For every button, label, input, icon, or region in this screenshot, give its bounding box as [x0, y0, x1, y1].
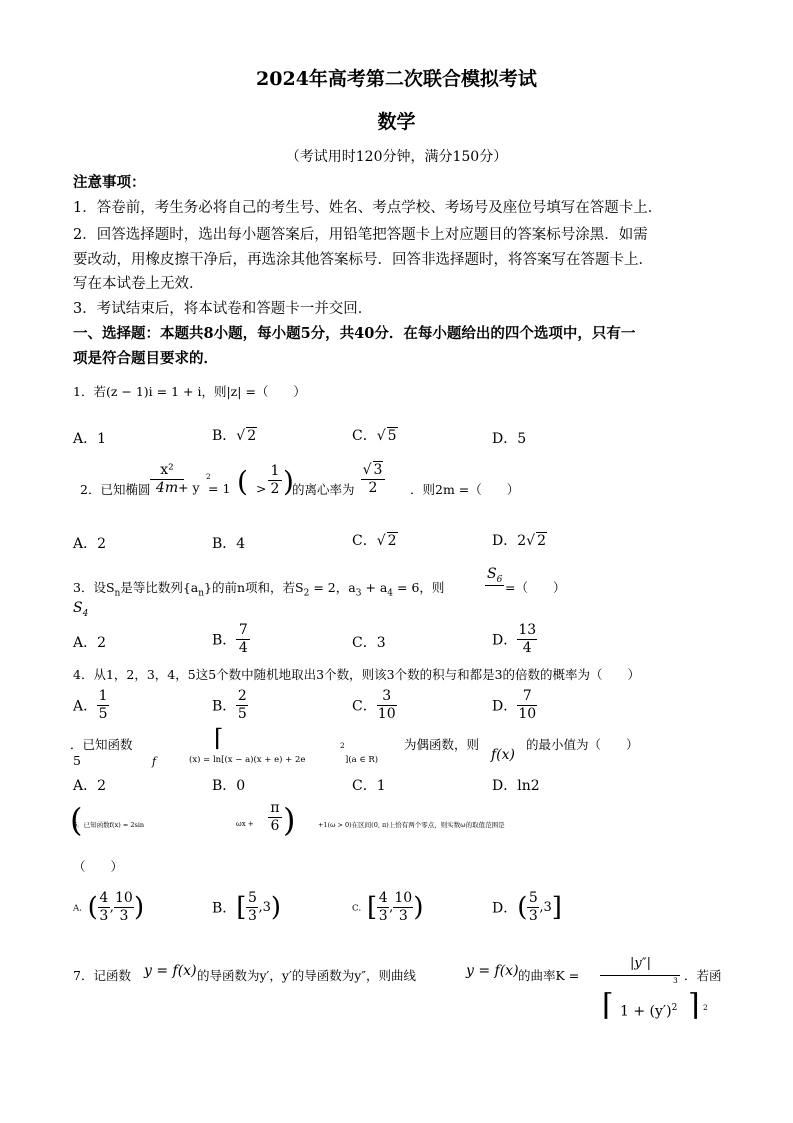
q6-six: 6 — [270, 818, 280, 834]
q3-plus-a: + a — [361, 580, 388, 595]
q2-option-c-radicand: 2 — [387, 533, 397, 549]
q3-sub-n: n — [114, 588, 121, 599]
q5-stem-b: 为偶函数，则 — [404, 737, 480, 752]
q6-c-n1: 4 — [378, 890, 388, 906]
q3-stem — [73, 578, 444, 599]
q4-option-d-label: D． — [492, 698, 518, 715]
q3-frac-num — [485, 566, 504, 586]
q7-bracket-right: ⌉ — [688, 988, 700, 1023]
q6-c-n2: 10 — [394, 890, 413, 906]
q3-option-d-num: 13 — [518, 622, 537, 638]
q6-option-a-paren-right: ) — [133, 892, 145, 923]
q3-seq-close: } — [204, 580, 212, 595]
notice-item-1: 1．答卷前，考生务必将自己的考生号、姓名、考点学校、考场号及座位号填写在答题卡上． — [73, 200, 663, 216]
q6-pi: π — [270, 800, 280, 816]
q6-option-c-comma: , — [389, 900, 394, 915]
q2-option-b: B．4 — [212, 536, 246, 552]
q6-b-n1: 5 — [247, 890, 257, 906]
q7-stem-c: 的曲率K = — [518, 968, 580, 983]
notice-item-2a: 2．回答选择题时，选出每小题答案后，用铅笔把答题卡上对应题目的答案标号涂黑．如需 — [73, 227, 648, 243]
q1-option-c-label: C． — [352, 428, 377, 444]
q2-option-d — [492, 530, 547, 550]
section-1-line-2: 项是符合题目要求的． — [73, 350, 218, 367]
q7-bracket-left: ⌈ — [602, 988, 614, 1023]
q2-eq1: = 1 — [208, 481, 231, 496]
q7-three: 3 — [673, 976, 678, 985]
q6-option-a-paren-left: ( — [87, 892, 98, 923]
sqrt-icon: √ 2 — [376, 533, 397, 549]
q2-option-d-radicand: 2 — [537, 533, 546, 549]
q2-option-d-label: D．2 — [492, 533, 527, 549]
q4-option-c — [352, 688, 397, 723]
q1-stem-a: 1．若 — [73, 384, 106, 399]
q5-expr: (x) = ln[(x − a)(x + e) + 2e — [189, 755, 306, 765]
q3-option-b-label: B． — [212, 632, 237, 649]
exam-subject: 数学 — [377, 111, 416, 133]
q6-paren-right: ) — [283, 801, 296, 839]
q5-option-a: A．2 — [73, 778, 107, 794]
q2-option-c — [352, 530, 398, 550]
q4-option-c-den: 10 — [377, 706, 396, 722]
q3-a4-sub: 4 — [387, 588, 394, 599]
q2-half-num: 1 — [270, 463, 280, 479]
q1-option-a: A．1 — [73, 431, 107, 447]
q6-option-d-paren-left: ( — [517, 892, 528, 923]
q7-fraction-bar — [600, 975, 680, 976]
q1-option-d: D．5 — [492, 431, 527, 447]
q6-option-b-bracket-left: [ — [236, 892, 247, 923]
q2-ecc-radicand: 3 — [373, 462, 383, 478]
sqrt-icon: √ 3 — [362, 462, 383, 478]
q2-half-den: 2 — [270, 481, 280, 497]
q4-option-b-den: 5 — [237, 706, 247, 722]
section-1-line-1: 一、选择题：本题共8小题，每小题5分，共40分．在每小题给出的四个选项中，只有一 — [73, 325, 636, 342]
q3-option-d-den: 4 — [522, 640, 532, 656]
q7-numerator: |y″| — [630, 956, 651, 971]
q4-option-b-num: 2 — [237, 688, 247, 704]
q2-option-a: A．2 — [73, 536, 107, 552]
sqrt-icon: √ 2 — [236, 428, 257, 444]
q4-option-d-num: 7 — [522, 688, 532, 704]
q5-f: f — [152, 755, 157, 768]
q6-c-d1: 3 — [378, 908, 388, 924]
q6-paren-left: ( — [70, 801, 83, 839]
q6-option-d — [492, 890, 562, 925]
q3-option-b-num: 7 — [238, 622, 248, 638]
q4-option-d — [492, 688, 537, 723]
q7-stem-b: 的导函数为y′，y′的导函数为y″，则曲线 — [197, 968, 417, 983]
q6-option-b-paren-right: ) — [270, 892, 282, 923]
q3-stem-f: =（ ） — [505, 580, 566, 595]
q5-bracket-top: ⌈ — [214, 724, 224, 752]
q5-number: 5 — [73, 753, 81, 768]
q4-option-c-label: C． — [352, 698, 377, 715]
q6-a-d2: 3 — [119, 908, 129, 924]
q3-seq: {a — [182, 580, 199, 595]
notice-item-3: 3．考试结束后，将本试卷和答题卡一并交回． — [73, 301, 373, 317]
q2-paren-gt: > — [256, 481, 267, 496]
q7-stem-a: 7．记函数 — [73, 968, 131, 983]
q3-option-c: C．3 — [352, 635, 386, 651]
q2-stem-c: ．则2m =（ ） — [410, 482, 520, 497]
notice-item-2b: 要改动，用橡皮擦干净后，再选涂其他答案标号．回答非选择题时，将答案写在答题卡上． — [73, 252, 653, 268]
q4-option-b-label: B． — [212, 698, 237, 715]
q3-option-a: A．2 — [73, 635, 107, 651]
sqrt-icon: √ 5 — [376, 428, 397, 444]
q6-b-end: ,3 — [258, 900, 271, 915]
q6-pi-fraction — [268, 800, 282, 835]
q6-b-d1: 3 — [247, 908, 257, 924]
q2-paren-right: ) — [283, 465, 294, 498]
q6-option-c-label: C． — [352, 903, 368, 914]
q5-fx: f(x) — [491, 747, 516, 763]
q4-option-a-num: 1 — [98, 688, 108, 704]
q3-option-b-den: 4 — [238, 640, 248, 656]
q4-option-a — [73, 688, 109, 723]
q2-ecc-fraction — [361, 461, 385, 497]
q7-yfx-1: y = f(x) — [144, 963, 197, 979]
q5-stem-a: ．已知函数 — [70, 737, 133, 752]
q2-half-fraction — [268, 463, 282, 498]
notice-item-2c: 写在本试卷上无效． — [73, 276, 204, 292]
q5-stem-c: 的最小值为（ ） — [526, 737, 639, 752]
q2-plus-y: + y — [178, 480, 200, 495]
q5-option-d: D．ln2 — [492, 778, 540, 794]
q3-stem-d: = 2，a — [309, 580, 356, 595]
exam-title: 2024年高考第二次联合模拟考试 — [256, 68, 537, 90]
q2-sup-2: 2 — [206, 472, 211, 481]
q2-frac-num: x² — [160, 462, 174, 478]
q7-yfx-2: y = f(x) — [466, 963, 519, 979]
q1-option-b — [212, 425, 257, 445]
q3-option-b — [212, 622, 250, 657]
q4-option-b — [212, 688, 248, 723]
q5-tail: ](a ∈ R) — [345, 755, 379, 765]
q6-omega-x: ωx + — [236, 820, 254, 828]
q3-frac-den — [73, 600, 88, 619]
q1-option-c-radicand: 5 — [387, 428, 397, 444]
q3-frac-num-sub: 6 — [496, 574, 503, 585]
q3-s2-sub: 2 — [303, 588, 310, 599]
q6-option-a-label: A． — [73, 903, 88, 914]
q1-stem-c: |z| =（ ） — [226, 384, 306, 399]
q6-c-d2: 3 — [398, 908, 408, 924]
q6-option-b — [212, 890, 281, 925]
q6-a-d1: 3 — [99, 908, 109, 924]
q5-sup-2: 2 — [340, 741, 345, 750]
q2-paren-left: ( — [237, 465, 248, 498]
q5-option-b: B．0 — [212, 778, 246, 794]
q3-stem-a: 3．设S — [73, 580, 115, 595]
q6-option-c-bracket-left: [ — [367, 892, 378, 923]
q4-option-a-label: A． — [73, 698, 98, 715]
q5-option-c: C．1 — [352, 778, 386, 794]
q6-d-d1: 3 — [528, 908, 538, 924]
q3-option-d-label: D． — [492, 632, 518, 649]
q6-option-c-paren-right: ) — [413, 892, 424, 923]
q1-stem — [73, 382, 306, 400]
q6-option-c — [352, 890, 423, 925]
q6-stem-a: 6．已知函数f(x) = 2sin — [73, 821, 145, 829]
q6-option-b-label: B． — [212, 900, 237, 917]
q6-option-d-label: D． — [492, 900, 518, 917]
q3-frac-num-s: S — [487, 566, 497, 582]
q6-stem-b: +1(ω > 0)在区间(0, π)上恰有两个零点，则实数ω的取值范围是 — [318, 821, 505, 829]
q6-a-n1: 4 — [99, 890, 109, 906]
q3-stem-e: = 6，则 — [393, 580, 445, 595]
q3-stem-c: 的前n项和，若S — [212, 580, 304, 595]
q6-paren: （ ） — [73, 859, 124, 874]
q1-option-b-label: B． — [212, 428, 237, 444]
q6-option-a-comma: , — [109, 900, 114, 915]
q6-d-end: ,3 — [539, 900, 552, 915]
q4-option-a-den: 5 — [98, 706, 108, 722]
q1-stem-b: (z − 1)i = 1 + i，则 — [105, 384, 227, 399]
q1-option-b-radicand: 2 — [247, 428, 257, 444]
q7-two: 2 — [703, 1003, 708, 1012]
q3-seq-sub: n — [198, 588, 205, 599]
exam-duration: （考试用时120分钟，满分150分） — [285, 149, 508, 165]
q2-ecc-den: 2 — [368, 480, 378, 496]
q3-option-d — [492, 622, 537, 657]
q6-option-a — [73, 890, 144, 925]
q6-a-n2: 10 — [115, 890, 133, 906]
q7-den: 1 + (y′) — [620, 1003, 672, 1020]
q2-stem-a: 2．已知椭圆 — [80, 482, 151, 497]
q3-frac-den-s: S — [73, 600, 83, 616]
q7-sup-2: 2 — [671, 1003, 678, 1013]
q4-option-d-den: 10 — [518, 706, 537, 722]
q1-option-c — [352, 425, 398, 445]
q3-stem-b: 是等比数列 — [120, 580, 183, 595]
q4-stem: 4．从1，2，3，4，5这5个数中随机地取出3个数，则该3个数的积与和都是3的倍数的概率为（ ） — [73, 667, 641, 682]
q3-a3-sub: 3 — [355, 588, 362, 599]
q2-stem-b: 的离心率为 — [292, 482, 355, 497]
q4-option-c-num: 3 — [382, 688, 392, 704]
q6-d-n1: 5 — [528, 890, 538, 906]
q7-denominator — [620, 1003, 677, 1020]
q7-stem-d: ．若函 — [684, 968, 722, 983]
q6-option-d-bracket-right: ] — [551, 892, 562, 923]
sqrt-icon: √ 2 — [526, 533, 546, 549]
q3-frac-den-sub: 4 — [82, 608, 89, 619]
notice-heading: 注意事项： — [73, 174, 146, 191]
q2-option-c-label: C． — [352, 533, 377, 549]
q2-frac-den: 4m — [155, 480, 179, 496]
